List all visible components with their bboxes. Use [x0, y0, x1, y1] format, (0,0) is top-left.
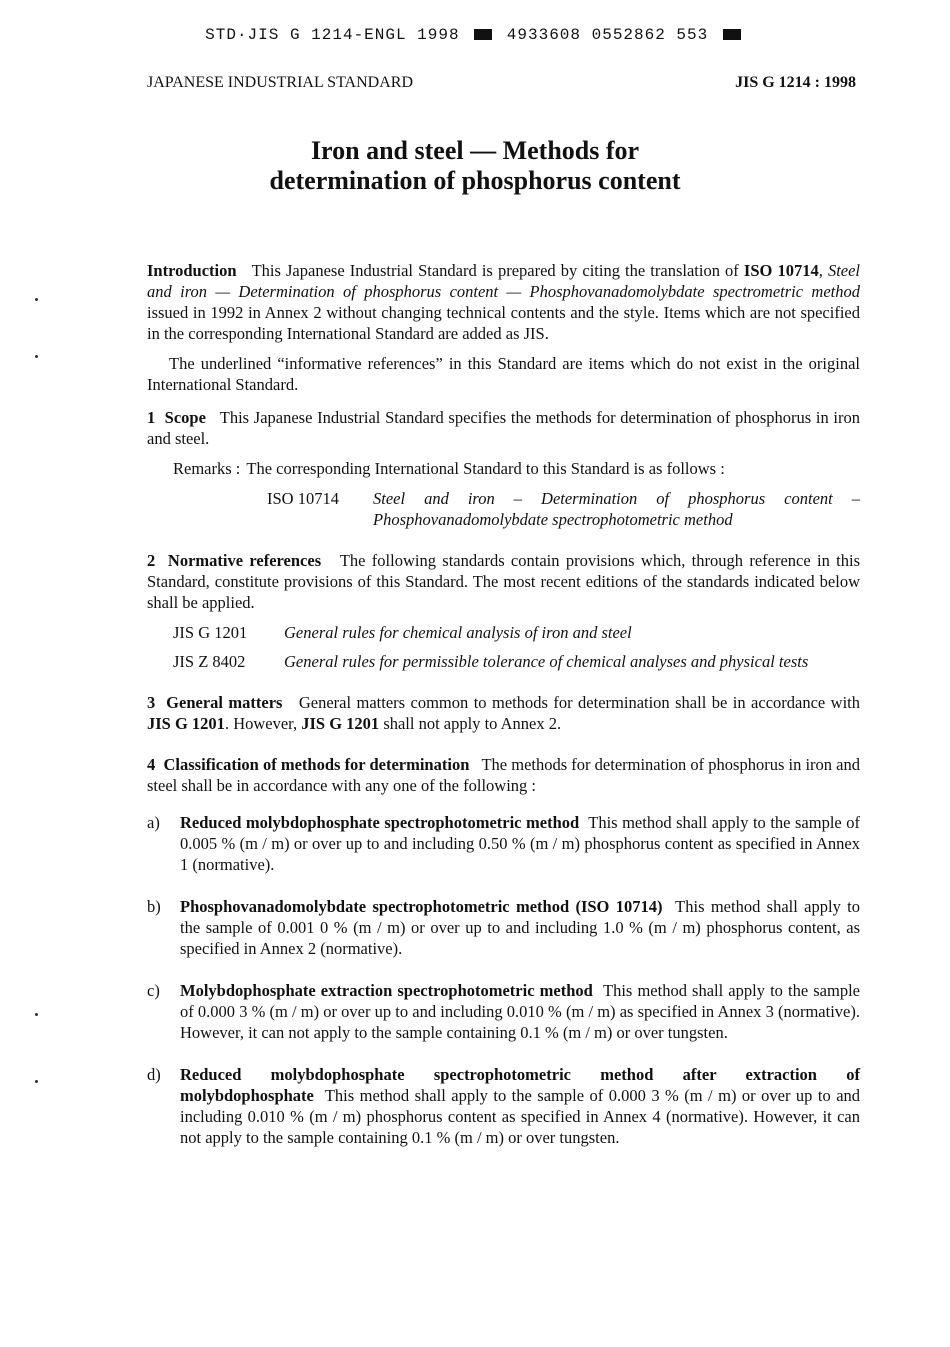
intro-text-2: , [818, 261, 823, 280]
reference-row [173, 651, 860, 672]
stamp-block-mark [474, 29, 492, 40]
title-line-2: determination of phosphorus content [269, 166, 681, 195]
scope-paragraph [147, 407, 860, 449]
stamp-prefix: STD·JIS G 1214-ENGL 1998 [205, 26, 460, 44]
scan-speck [35, 1080, 38, 1083]
section-heading: Normative references [167, 551, 322, 570]
reference-code: JIS Z 8402 [173, 652, 246, 671]
section-number: 4 [147, 755, 156, 774]
remarks-label: Remarks : [173, 459, 241, 478]
section-number: 3 [147, 693, 156, 712]
general-ref-1: JIS G 1201 [147, 714, 225, 733]
reference-title: General rules for chemical analysis of iron and steel [284, 623, 632, 642]
intro-iso-ref: ISO 10714 [743, 261, 819, 280]
intro-text-1: This Japanese Industrial Standard is prepared by citing the translation of [251, 261, 739, 280]
method-item [147, 896, 860, 959]
section-number: 1 [147, 408, 156, 427]
general-ref-2: JIS G 1201 [301, 714, 380, 733]
header-standard-label: JAPANESE INDUSTRIAL STANDARD [147, 74, 413, 91]
section-classification [147, 754, 860, 1148]
item-marker: b) [147, 897, 161, 916]
general-text-1: General matters common to methods for determination shall be in accordance with [298, 693, 861, 712]
scan-speck [35, 355, 38, 358]
remarks [173, 458, 860, 479]
iso-reference [267, 488, 860, 530]
method-item [147, 1064, 860, 1148]
section-number: 2 [147, 551, 156, 570]
item-title: Reduced molybdophosphate spectrophotometric method [180, 813, 580, 832]
method-item [147, 812, 860, 875]
stamp-mid: 4933608 0552862 553 [506, 26, 709, 44]
intro-paragraph-2: The underlined “informative references” in this Standard are items which do not exist in the original International Standard. [147, 354, 860, 394]
item-marker: a) [147, 813, 160, 832]
normative-text: The following standards contain provisions which, through reference in this Standard, constitute provisions of this Standard. The most recent editions of the standards indicated below shall be applied. [147, 551, 861, 612]
item-title: Molybdophosphate extraction spectrophotometric method [180, 981, 593, 1000]
section-heading: Classification of methods for determination [163, 755, 470, 774]
stamp-block-mark [723, 29, 741, 40]
item-title: Reduced molybdophosphate spectrophotometric method after extraction of molybdophosphate [180, 1065, 860, 1105]
section-general-matters [147, 692, 860, 734]
intro-label: Introduction [147, 261, 237, 280]
scan-speck [35, 1013, 38, 1016]
general-matters-paragraph [147, 692, 860, 734]
intro-iso-title: Steel and iron — Determination of phosphorus content — Phosphovanadomolybdate spectrometric method [147, 261, 861, 301]
title-line-1: Iron and steel — Methods for [310, 136, 640, 165]
general-text-3: shall not apply to Annex 2. [383, 714, 562, 733]
scan-speck [35, 298, 38, 301]
scope-text: This Japanese Industrial Standard specifies the methods for determination of phosphorus in iron and steel. [147, 408, 861, 448]
intro-paragraph [147, 260, 860, 344]
iso-code: ISO 10714 [267, 489, 339, 508]
iso-title: Steel and iron – Determination of phosphorus content – Phosphovanadomolybdate spectrophotometric method [373, 489, 860, 529]
page-title [0, 136, 950, 196]
reference-row [173, 622, 860, 643]
item-marker: c) [147, 981, 160, 1000]
section-normative-references [147, 550, 860, 672]
item-text: This method shall apply to the sample of 0.000 3 % (m / m) or over up to and including 0.010 % (m / m) phosphorus content as specified in Annex 4 (normative). However, it can not apply to the sample containing 0.1 % (m / m) or over tungsten. [180, 1086, 861, 1147]
normative-paragraph [147, 550, 860, 613]
reference-title: General rules for permissible tolerance of chemical analyses and physical tests [284, 652, 809, 671]
classification-text: The methods for determination of phosphorus in iron and steel shall be in accordance with any one of the following : [147, 755, 861, 795]
remarks-text: The corresponding International Standard to this Standard is as follows : [246, 459, 725, 478]
item-text: This method shall apply to the sample of 0.005 % (m / m) or over up to and including 0.50 % (m / m) phosphorus content as specified in Annex 1 (normative). [180, 813, 861, 874]
document-body [147, 260, 860, 1148]
general-text-2: . However, [224, 714, 298, 733]
item-marker: d) [147, 1065, 161, 1084]
reference-code: JIS G 1201 [173, 623, 248, 642]
item-title: Phosphovanadomolybdate spectrophotometric method (ISO 10714) [180, 897, 663, 916]
section-scope [147, 407, 860, 530]
item-text: This method shall apply to the sample of 0.000 3 % (m / m) or over up to and including 0.010 % (m / m) as specified in Annex 3 (normative). However, it can not apply to the sample containing 0.1 % (m / m) or over tungsten. [180, 981, 860, 1042]
intro-text-3: issued in 1992 in Annex 2 without changing technical contents and the style. Items which are not specified in the corresponding International Standard are added as JIS. [147, 303, 860, 343]
item-text: This method shall apply to the sample of 0.001 0 % (m / m) or over up to and including 1.0 % (m / m) phosphorus content, as specified in Annex 2 (normative). [180, 897, 861, 958]
document-stamp [0, 26, 950, 44]
header-standard-number: JIS G 1214 : 1998 [735, 74, 856, 91]
classification-paragraph [147, 754, 860, 796]
section-heading: Scope [164, 408, 206, 427]
section-heading: General matters [166, 693, 283, 712]
method-item [147, 980, 860, 1043]
